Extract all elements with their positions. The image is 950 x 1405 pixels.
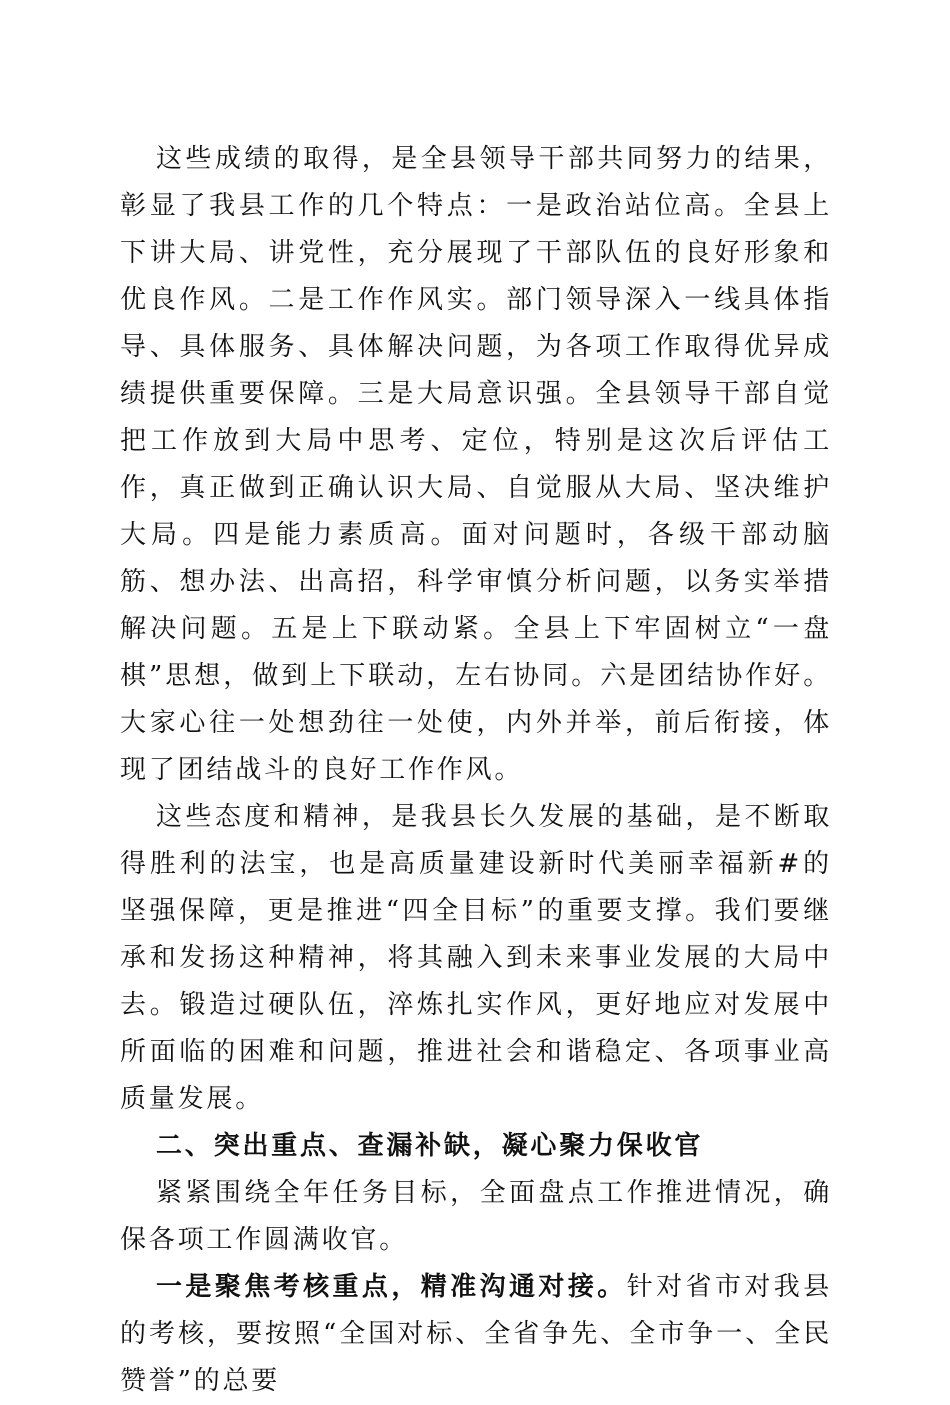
paragraph-body-text: 针对省市对我县的考核，要按照“全国对标、全省争先、全市争一、全民赞誉”的总要: [120, 1272, 832, 1396]
paragraph-achievements: 这些成绩的取得，是全县领导干部共同努力的结果，彰显了我县工作的几个特点：一是政治站位高。全县上下讲大局、讲党性，充分展现了干部队伍的良好形象和优良作风。二是工作作风实。部门领导深入一线具体指导、具体服务、具体解决问题，为各项工作取得优异成绩提供重要保障。三是大局意识强。全县领导干部自觉把工作放到大局中思考、定位，特别是这次后评估工作，真正做到正确认识大局、自觉服从大局、坚决维护大局。四是能力素质高。面对问题时，各级干部动脑筋、想办法、出高招，科学审慎分析问题，以务实举措解决问题。五是上下联动紧。全县上下牢固树立“一盘棋”思想，做到上下联动，左右协同。六是团结协作好。大家心往一处想劲往一处使，内外并举，前后衔接，体现了团结战斗的良好工作作风。: [120, 144, 832, 785]
paragraph-assessment: [120, 1264, 832, 1405]
section-heading-2: 二、突出重点、查漏补缺，凝心聚力保收官: [156, 1131, 704, 1161]
paragraph-section-intro: 紧紧围绕全年任务目标，全面盘点工作推进情况，确保各项工作圆满收官。: [120, 1178, 832, 1255]
paragraph-spirit: 这些态度和精神，是我县长久发展的基础，是不断取得胜利的法宝，也是高质量建设新时代美丽幸福新#的坚强保障，更是推进“四全目标”的重要支撑。我们要继承和发扬这种精神，将其融入到未来事业发展的大局中去。锻造过硬队伍，淬炼扎实作风，更好地应对发展中所面临的困难和问题，推进社会和谐稳定、各项事业高质量发展。: [120, 802, 832, 1114]
paragraph-lead-text: 一是聚焦考核重点，精准沟通对接。: [156, 1272, 627, 1302]
document-body: [120, 136, 832, 1405]
